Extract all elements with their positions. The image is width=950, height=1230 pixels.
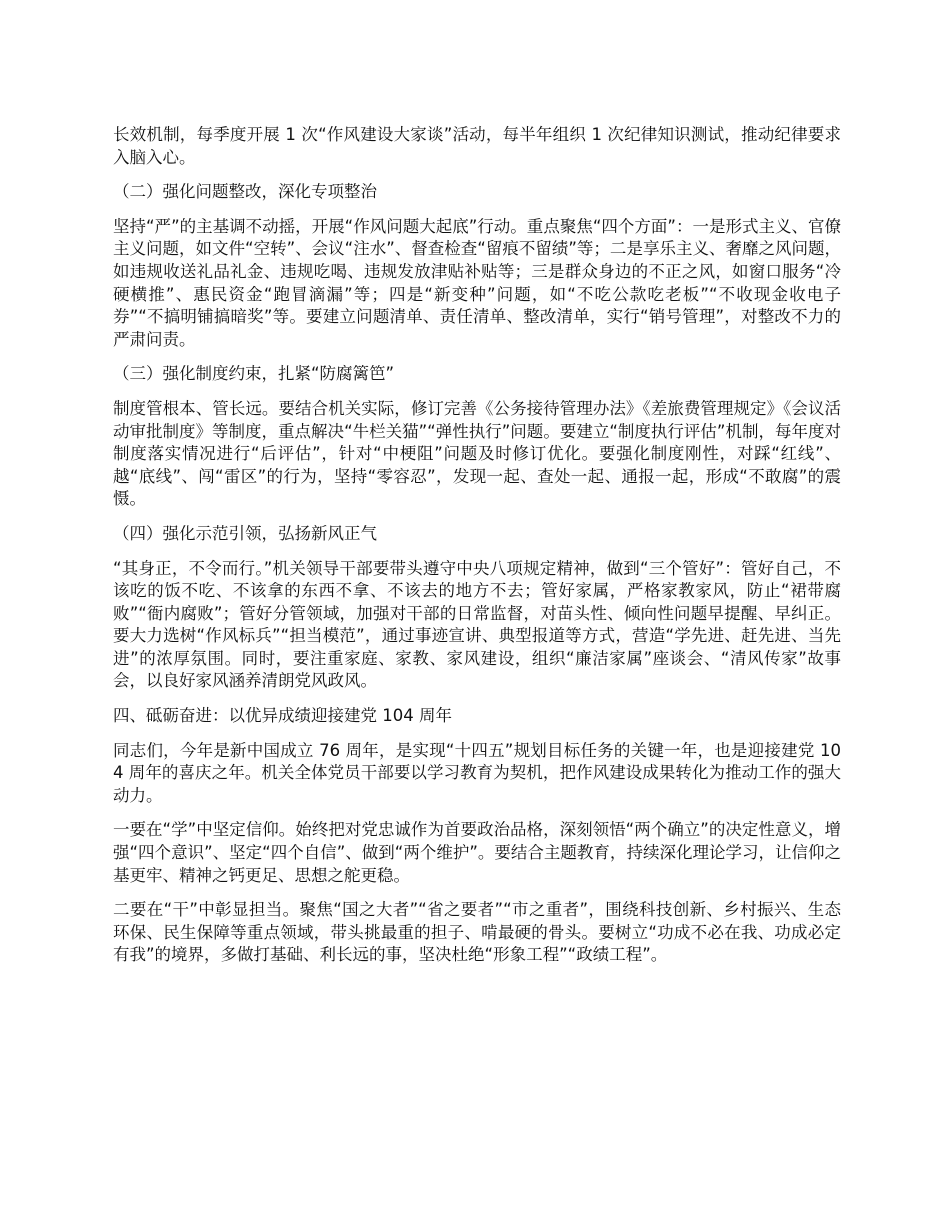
document-page — [113, 124, 841, 979]
paragraph-comrades: 同志们，今年是新中国成立 76 周年，是实现“十四五”规划目标任务的关键一年，也是迎接建党 104 周年的喜庆之年。机关全体党员干部要以学习教育为契机，把作风建设成果转化为推动工作的强大动力。 — [113, 740, 841, 805]
paragraph-exemplary-leadership: “其身正，不令而行。”机关领导干部要带头遵守中央八项规定精神，做到“三个管好”：管好自己，不该吃的饭不吃、不该拿的东西不拿、不该去的地方不去；管好家属，严格家教家风，防止“裙带腐败”“衙内腐败”；管好分管领域，加强对干部的日常监督，对苗头性、倾向性问题早提醒、早纠正。要大力选树“作风标兵”“担当模范”，通过事迹宣讲、典型报道等方式，营造“学先进、赶先进、当先进”的浓厚氛围。同时，要注重家庭、家教、家风建设，组织“廉洁家属”座谈会、“清风传家”故事会，以良好家风涵养清朗党风政风。 — [113, 558, 841, 691]
heading-exemplary-leadership: （四）强化示范引领，弘扬新风正气 — [113, 523, 377, 543]
heading-problem-rectification: （二）强化问题整改，深化专项整治 — [113, 182, 377, 202]
heading-section-four: 四、砥砺奋进：以优异成绩迎接建党 104 周年 — [113, 706, 452, 726]
paragraph-show-responsibility: 二要在“干”中彰显担当。聚焦“国之大者”“省之要者”“市之重者”，围绕科技创新、乡村振兴、生态环保、民生保障等重点领域，带头挑最重的担子、啃最硬的骨头。要树立“功成不必在我、功成必定有我”的境界，多做打基础、利长远的事，坚决杜绝“形象工程”“政绩工程”。 — [113, 900, 841, 965]
paragraph-institutional-constraints: 制度管根本、管长远。要结合机关实际，修订完善《公务接待管理办法》《差旅费管理规定》《会议活动审批制度》等制度，重点解决“牛栏关猫”“弹性执行”问题。要建立“制度执行评估”机制，每年度对制度落实情况进行“后评估”，针对“中梗阻”问题及时修订优化。要强化制度刚性，对踩“红线”、越“底线”、闯“雷区”的行为，坚持“零容忍”，发现一起、查处一起、通报一起，形成“不敢腐”的震慑。 — [113, 398, 841, 509]
paragraph-problem-rectification: 坚持“严”的主基调不动摇，开展“作风问题大起底”行动。重点聚焦“四个方面”：一是形式主义、官僚主义问题，如文件“空转”、会议“注水”、督查检查“留痕不留绩”等；二是享乐主义、奢靡之风问题，如违规收送礼品礼金、违规吃喝、违规发放津贴补贴等；三是群众身边的不正之风，如窗口服务“冷硬横推”、惠民资金“跑冒滴漏”等；四是“新变种”问题，如“不吃公款吃老板”“不收现金收电子券”“不搞明铺搞暗奖”等。要建立问题清单、责任清单、整改清单，实行“销号管理”，对整改不力的严肃问责。 — [113, 216, 841, 349]
paragraph-discipline-mechanism: 长效机制，每季度开展 1 次“作风建设大家谈”活动，每半年组织 1 次纪律知识测试，推动纪律要求入脑入心。 — [113, 125, 841, 167]
heading-institutional-constraints: （三）强化制度约束，扎紧“防腐篱笆” — [113, 364, 395, 384]
paragraph-firm-belief: 一要在“学”中坚定信仰。始终把对党忠诚作为首要政治品格，深刻领悟“两个确立”的决定性意义，增强“四个意识”、坚定“四个自信”、做到“两个维护”。要结合主题教育，持续深化理论学习，让信仰之基更牢、精神之钙更足、思想之舵更稳。 — [113, 820, 841, 885]
